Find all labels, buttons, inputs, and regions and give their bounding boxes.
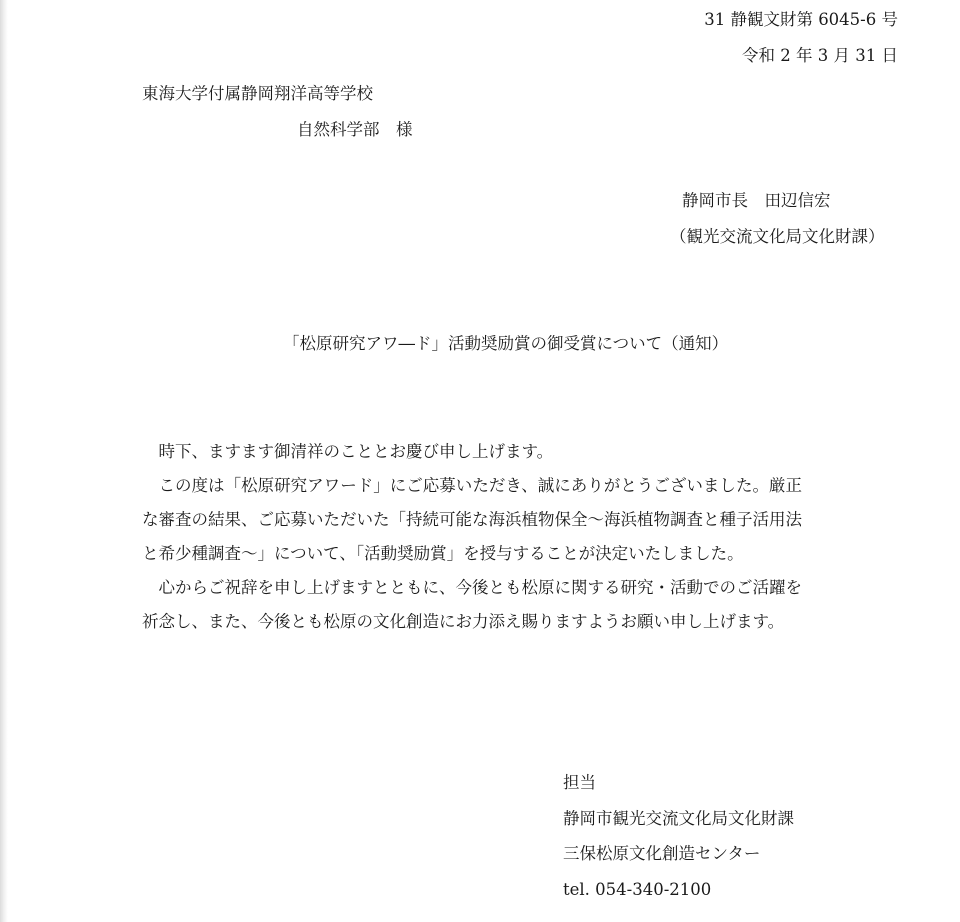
contact-tel: tel. 054-340-2100 (563, 879, 712, 899)
document-date: 令和 2 年 3 月 31 日 (742, 46, 898, 65)
contact-center: 三保松原文化創造センター (563, 844, 761, 863)
contact-block (563, 765, 794, 907)
recipient-school: 東海大学付属静岡翔洋高等学校 (142, 84, 373, 103)
document-number: 31 静観文財第 6045-6 号 (704, 10, 898, 29)
sender-name: 静岡市長 田辺信宏 (682, 191, 831, 210)
page-left-edge (0, 0, 8, 922)
body-paragraph-award: この度は「松原研究アワード」にご応募いただき、誠にありがとうございました。厳正な審査の結果、ご応募いただいた「持続可能な海浜植物保全～海浜植物調査と種子活用法と希少種調査～」について、「活動奨励賞」を授与することが決定いたしました。 (142, 476, 802, 563)
contact-department: 静岡市観光交流文化局文化財課 (563, 808, 794, 828)
body-paragraph-closing: 心からご祝辞を申し上げますとともに、今後とも松原に関する研究・活動でのご活躍を祈念し、また、今後とも松原の文化創造にお力添え賜りますようお願い申し上げます。 (142, 578, 802, 631)
contact-label: 担当 (563, 773, 596, 792)
notice-title: 「松原研究アワ―ド」活動奨励賞の御受賞について（通知） (283, 334, 729, 353)
notice-body (142, 435, 802, 639)
body-paragraph-greeting: 時下、ますます御清祥のこととお慶び申し上げます。 (158, 442, 554, 461)
sender-office: （観光交流文化局文化財課） (670, 227, 885, 246)
recipient-department: 自然科学部 様 (297, 120, 413, 139)
